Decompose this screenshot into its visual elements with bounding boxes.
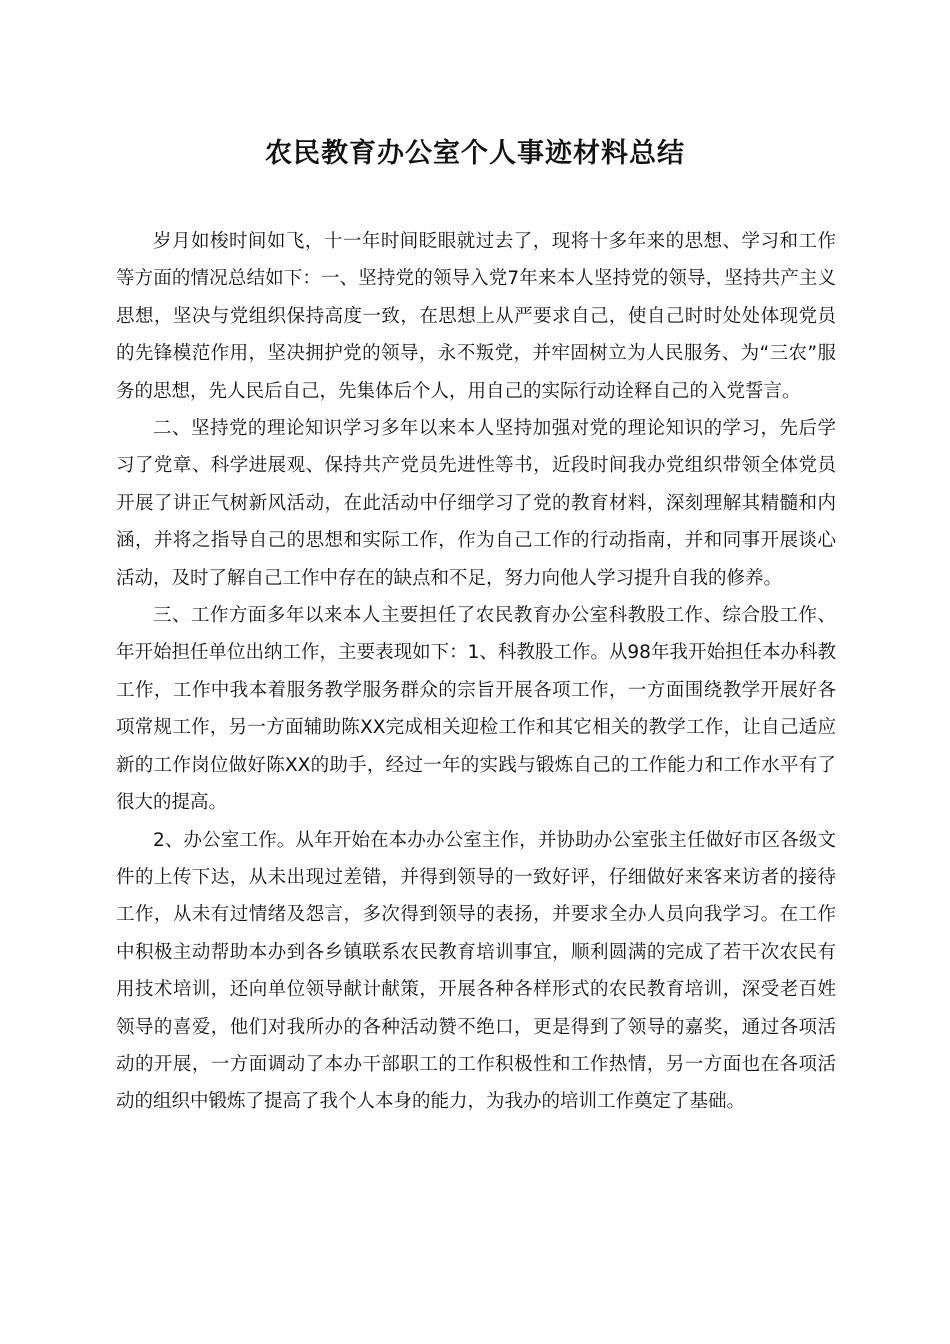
paragraph-4: 2、办公室工作。从年开始在本办办公室主作，并协助办公室张主任做好市区各级文件的上传下达，从未出现过差错，并得到领导的一致好评，仔细做好来客来访者的接待工作，从未有过情绪及怨言，多次得到领导的表扬，并要求全办人员向我学习。在工作中积极主动帮助本办到各乡镇联系农民教育培训事宜，顺利圆满的完成了若干次农民有用技术培训，还向单位领导献计献策，开展各种各样形式的农民教育培训，深受老百姓领导的喜爱，他们对我所办的各种活动赞不绝口，更是得到了领导的嘉奖，通过各项活动的开展，一方面调动了本办干部职工的工作积极性和工作热情，另一方面也在各项活动的组织中锻炼了提高了我个人本身的能力，为我办的培训工作奠定了基础。 xyxy=(116,829,836,1113)
document-body xyxy=(116,223,836,1121)
paragraph-2: 二、坚持党的理论知识学习多年以来本人坚持加强对党的理论知识的学习，先后学习了党章、科学进展观、保持共产党员先进性等书，近段时间我办党组织带领全体党员开展了讲正气树新风活动，在此活动中仔细学习了党的教育材料，深刻理解其精髓和内涵，并将之指导自己的思想和实际工作，作为自己工作的行动指南，并和同事开展谈心活动，及时了解自己工作中存在的缺点和不足，努力向他人学习提升自我的修养。 xyxy=(116,418,836,589)
paragraph-3: 三、工作方面多年以来本人主要担任了农民教育办公室科教股工作、综合股工作、年开始担任单位出纳工作，主要表现如下：1、科教股工作。从98年我开始担任本办科教工作，工作中我本着服务教学服务群众的宗旨开展各项工作，一方面围绕教学开展好各项常规工作，另一方面辅助陈XX完成相关迎检工作和其它相关的教学工作，让自己适应新的工作岗位做好陈XX的助手，经过一年的实践与锻炼自己的工作能力和工作水平有了很大的提高。 xyxy=(116,605,836,814)
paragraph-1: 岁月如梭时间如飞，十一年时间眨眼就过去了，现将十多年来的思想、学习和工作等方面的情况总结如下：一、坚持党的领导入党7年来本人坚持党的领导，坚持共产主义思想，坚决与党组织保持高度一致，在思想上从严要求自己，使自己时时处处体现党员的先锋模范作用，坚决拥护党的领导，永不叛党，并牢固树立为人民服务、为“三农”服务的思想，先人民后自己，先集体后个人，用自己的实际行动诠释自己的入党誓言。 xyxy=(116,231,836,402)
document-title: 农民教育办公室个人事迹材料总结 xyxy=(265,138,685,169)
